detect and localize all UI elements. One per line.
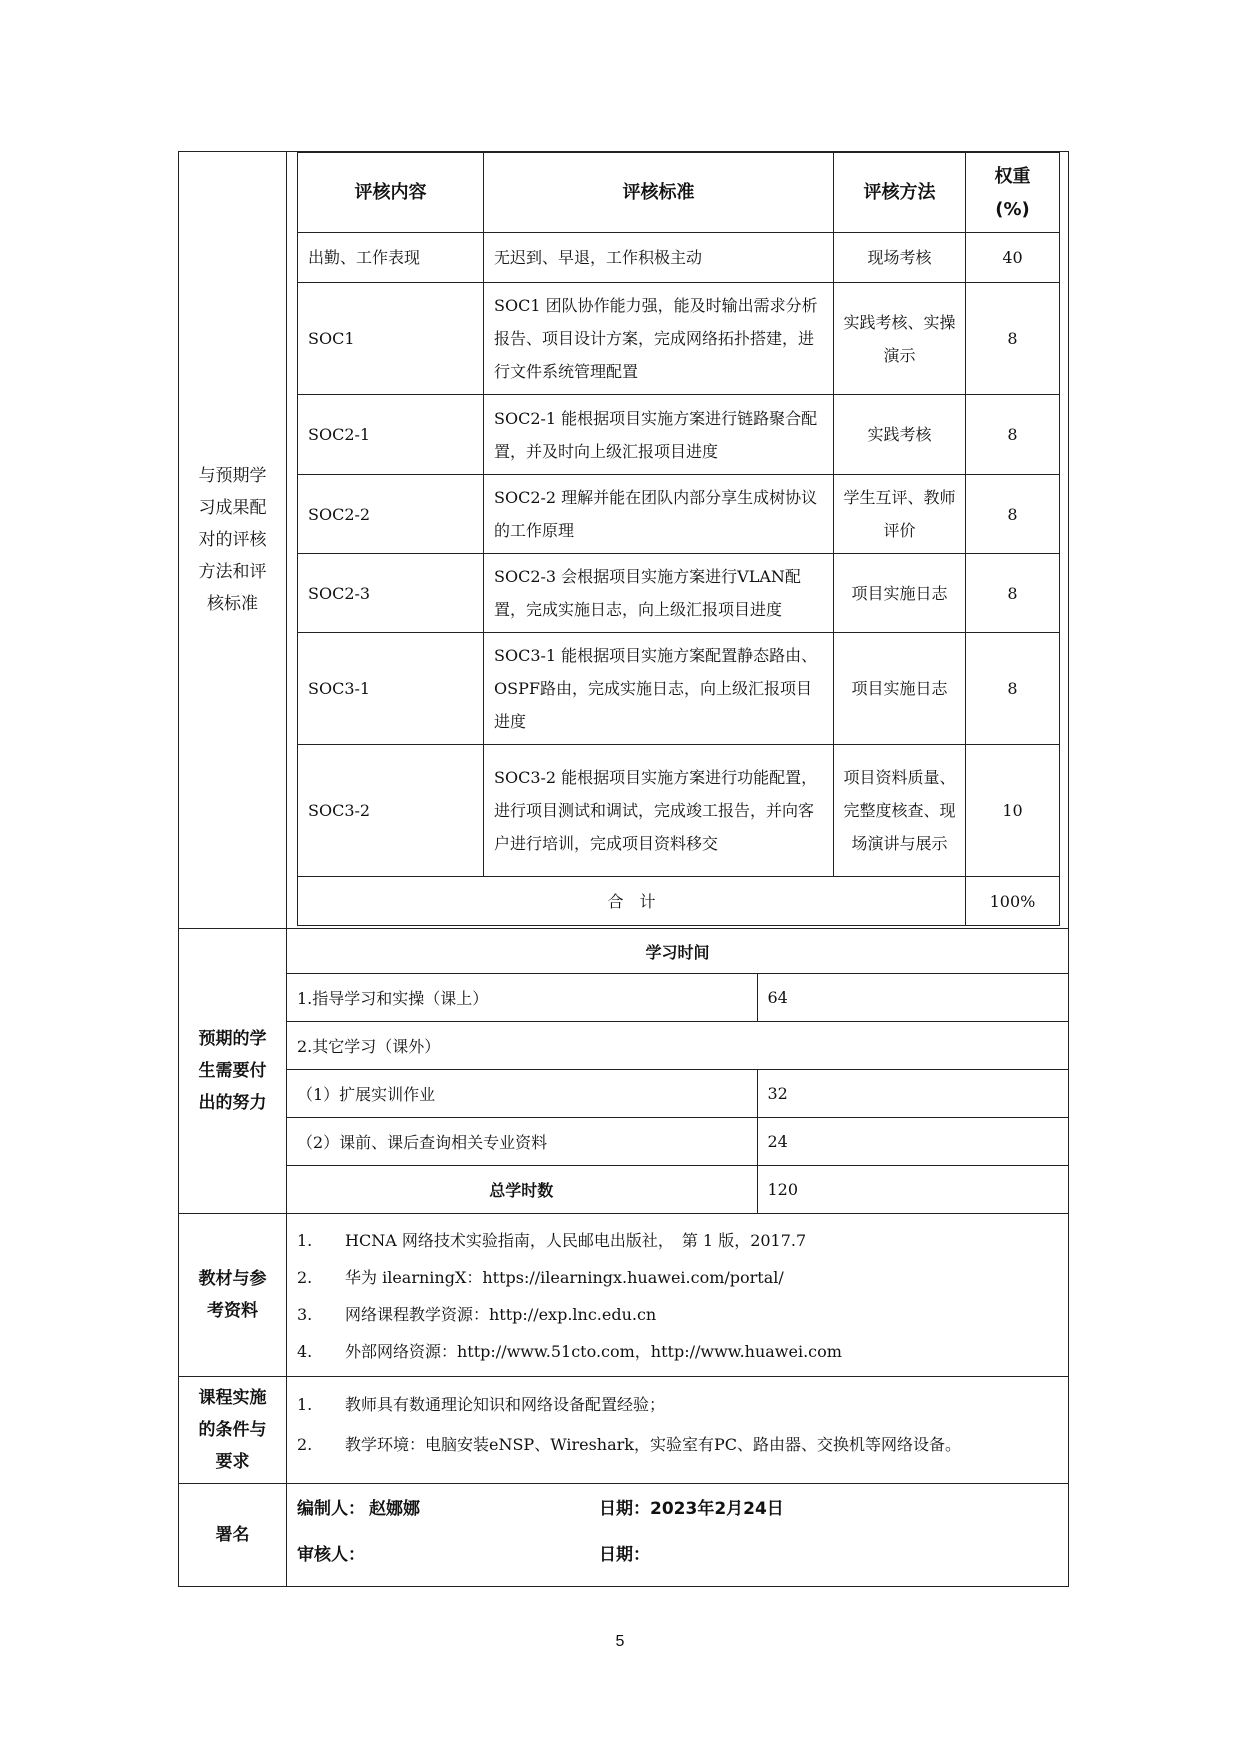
effort-item-value: 64 <box>757 974 1069 1022</box>
reviewer-label: 审核人： <box>297 1545 365 1565</box>
list-item <box>297 1259 1068 1296</box>
item-number: 3. <box>297 1305 313 1324</box>
item-text: HCNA 网络技术实验指南，人民邮电出版社， 第 1 版，2017.7 <box>345 1231 807 1250</box>
row-method: 实践考核 <box>834 395 966 475</box>
editor-name: 赵娜娜 <box>369 1499 420 1519</box>
assessment-side-label: 与预期学习成果配对的评核方法和评核标准 <box>179 152 287 929</box>
row-standard: SOC1 团队协作能力强，能及时输出需求分析报告、项目设计方案，完成网络拓扑搭建，进行文件系统管理配置 <box>484 283 834 395</box>
row-method: 项目实施日志 <box>834 633 966 745</box>
reviewer-row <box>297 1540 1068 1586</box>
course-table <box>178 151 1069 1587</box>
row-content: 出勤、工作表现 <box>298 233 484 283</box>
row-method: 现场考核 <box>834 233 966 283</box>
conditions-section <box>179 1377 1069 1484</box>
row-method: 实践考核、实操演示 <box>834 283 966 395</box>
item-text: 教师具有数通理论知识和网络设备配置经验； <box>345 1395 666 1414</box>
row-content: SOC2-2 <box>298 475 484 554</box>
table-row <box>298 283 1060 395</box>
row-standard: SOC2-3 会根据项目实施方案进行VLAN配置，完成实施日志，向上级汇报项目进度 <box>484 554 834 633</box>
table-row <box>287 974 1069 1022</box>
header-content: 评核内容 <box>298 153 484 233</box>
date-label-2: 日期： <box>599 1545 650 1565</box>
signature-section <box>179 1484 1069 1587</box>
item-text: 网络课程教学资源：http://exp.lnc.edu.cn <box>345 1305 657 1324</box>
effort-header-row <box>287 929 1069 974</box>
item-text: 教学环境：电脑安装eNSP、Wireshark，实验室有PC、路由器、交换机等网络设备。 <box>345 1435 962 1454</box>
effort-item-value: 32 <box>757 1070 1069 1118</box>
assessment-table <box>297 152 1060 926</box>
effort-table <box>287 929 1069 1213</box>
header-standard: 评核标准 <box>484 153 834 233</box>
row-standard: SOC2-1 能根据项目实施方案进行链路聚合配置，并及时向上级汇报项目进度 <box>484 395 834 475</box>
total-value: 100% <box>966 877 1060 926</box>
row-weight: 8 <box>966 395 1060 475</box>
row-method: 学生互评、教师评价 <box>834 475 966 554</box>
row-standard: SOC2-2 理解并能在团队内部分享生成树协议的工作原理 <box>484 475 834 554</box>
page-number: 5 <box>615 1633 625 1650</box>
table-row <box>287 1070 1069 1118</box>
item-text: 华为 ilearningX：https://ilearningx.huawei.com/portal/ <box>345 1268 784 1287</box>
effort-item-label: （2）课前、课后查询相关专业资料 <box>287 1118 757 1166</box>
item-number: 1. <box>297 1395 313 1414</box>
effort-section <box>179 929 1069 1214</box>
row-weight: 10 <box>966 745 1060 877</box>
assessment-total-row <box>298 877 1060 926</box>
effort-total-row <box>287 1166 1069 1214</box>
table-row <box>298 233 1060 283</box>
conditions-list <box>287 1377 1068 1483</box>
row-content: SOC2-1 <box>298 395 484 475</box>
references-section <box>179 1214 1069 1377</box>
date-label-1: 日期： <box>599 1499 650 1519</box>
row-standard: 无迟到、早退，工作积极主动 <box>484 233 834 283</box>
references-side-label: 教材与参考资料 <box>179 1214 287 1377</box>
row-method: 项目实施日志 <box>834 554 966 633</box>
table-row <box>287 1118 1069 1166</box>
row-weight: 8 <box>966 475 1060 554</box>
conditions-side-label: 课程实施的条件与要求 <box>179 1377 287 1484</box>
table-row <box>298 633 1060 745</box>
row-method: 项目资料质量、完整度核查、现场演讲与展示 <box>834 745 966 877</box>
row-standard: SOC3-1 能根据项目实施方案配置静态路由、OSPF路由，完成实施日志，向上级汇报项目进度 <box>484 633 834 745</box>
row-weight: 8 <box>966 283 1060 395</box>
header-weight: 权重(%) <box>966 153 1060 233</box>
row-weight: 8 <box>966 554 1060 633</box>
effort-item-label: 2.其它学习（课外） <box>287 1022 1069 1070</box>
table-row <box>298 475 1060 554</box>
header-method: 评核方法 <box>834 153 966 233</box>
signature-side-label: 署名 <box>179 1484 287 1587</box>
effort-item-value: 24 <box>757 1118 1069 1166</box>
item-text: 外部网络资源：http://www.51cto.com，http://www.huawei.com <box>345 1342 842 1361</box>
row-standard: SOC3-2 能根据项目实施方案进行功能配置，进行项目测试和调试，完成竣工报告，并向客户进行培训，完成项目资料移交 <box>484 745 834 877</box>
editor-row <box>297 1494 1068 1540</box>
table-row <box>298 554 1060 633</box>
item-number: 2. <box>297 1268 313 1287</box>
references-list <box>287 1214 1068 1376</box>
item-number: 1. <box>297 1231 313 1250</box>
list-item <box>297 1296 1068 1333</box>
item-number: 4. <box>297 1342 313 1361</box>
list-item <box>297 1385 1068 1425</box>
row-content: SOC2-3 <box>298 554 484 633</box>
date-value-1: 2023年2月24日 <box>650 1499 784 1519</box>
list-item <box>297 1222 1068 1259</box>
item-number: 2. <box>297 1435 313 1454</box>
table-row <box>298 745 1060 877</box>
row-weight: 40 <box>966 233 1060 283</box>
assessment-section <box>179 152 1069 929</box>
row-weight: 8 <box>966 633 1060 745</box>
effort-item-label: 1.指导学习和实操（课上） <box>287 974 757 1022</box>
list-item <box>297 1333 1068 1370</box>
row-content: SOC3-1 <box>298 633 484 745</box>
effort-side-label: 预期的学生需要付出的努力 <box>179 929 287 1214</box>
table-row <box>287 1022 1069 1070</box>
table-row <box>298 395 1060 475</box>
assessment-header-row <box>298 153 1060 233</box>
signature-block <box>287 1484 1068 1586</box>
editor-label: 编制人： <box>297 1499 365 1519</box>
effort-total-label: 总学时数 <box>287 1166 757 1214</box>
row-content: SOC1 <box>298 283 484 395</box>
total-label: 合 计 <box>298 877 966 926</box>
list-item <box>297 1425 1068 1465</box>
effort-item-label: （1）扩展实训作业 <box>287 1070 757 1118</box>
effort-header: 学习时间 <box>645 942 710 962</box>
row-content: SOC3-2 <box>298 745 484 877</box>
effort-total-value: 120 <box>757 1166 1069 1214</box>
